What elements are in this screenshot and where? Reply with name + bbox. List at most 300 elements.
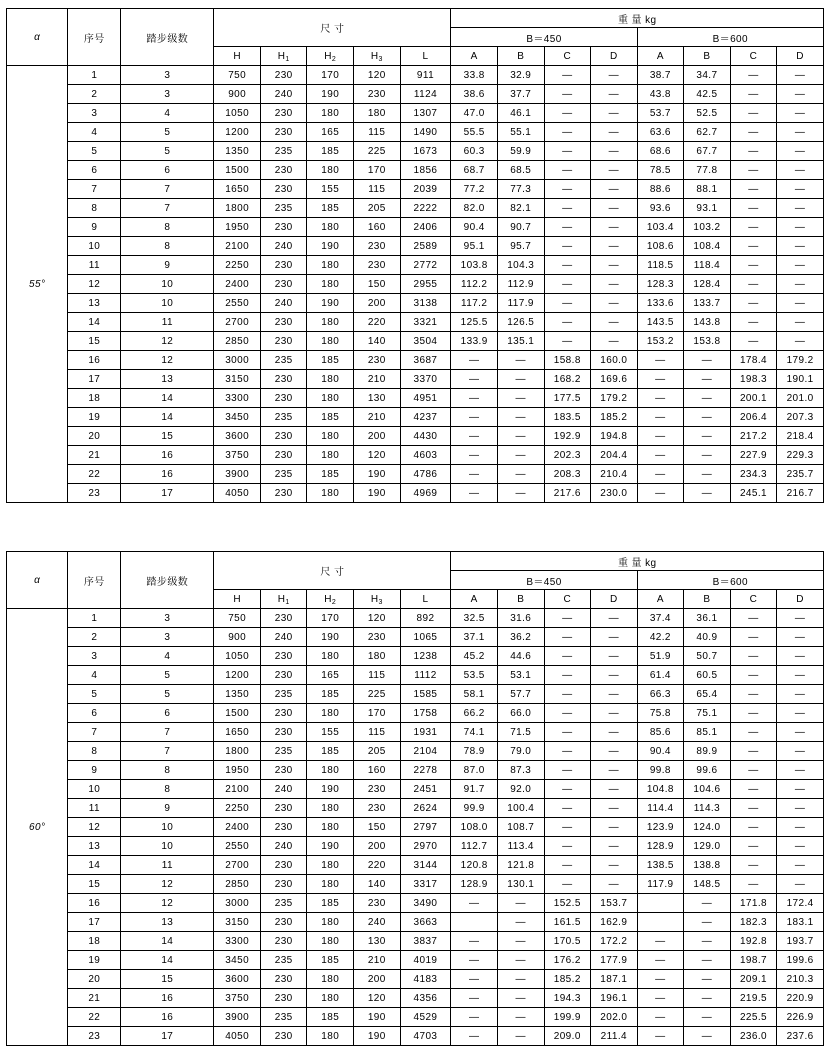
cell-seq: 16: [68, 351, 121, 370]
cell-a450: 125.5: [451, 313, 498, 332]
cell-d450: 160.0: [591, 351, 638, 370]
cell-b450: —: [497, 1027, 544, 1046]
cell-d450: —: [591, 104, 638, 123]
cell-h3: 205: [354, 199, 401, 218]
cell-a600: —: [637, 370, 684, 389]
cell-h3: 230: [354, 237, 401, 256]
cell-a450: 82.0: [451, 199, 498, 218]
cell-b600: —: [684, 932, 731, 951]
cell-h3: 160: [354, 218, 401, 237]
cell-d450: —: [591, 294, 638, 313]
cell-h: 3900: [214, 465, 261, 484]
cell-h1: 235: [260, 685, 307, 704]
cell-seq: 22: [68, 1008, 121, 1027]
cell-d450: —: [591, 723, 638, 742]
cell-d450: 211.4: [591, 1027, 638, 1046]
header-B-450: B: [497, 590, 544, 609]
cell-l: 3144: [400, 856, 451, 875]
cell-h3: 120: [354, 989, 401, 1008]
cell-h1: 235: [260, 742, 307, 761]
cell-b600: 50.7: [684, 647, 731, 666]
cell-l: 2970: [400, 837, 451, 856]
cell-h1: 230: [260, 666, 307, 685]
cell-b600: 99.6: [684, 761, 731, 780]
cell-h2: 185: [307, 351, 354, 370]
cell-h: 2400: [214, 818, 261, 837]
cell-c600: —: [730, 685, 777, 704]
cell-c600: —: [730, 628, 777, 647]
cell-c450: —: [544, 85, 591, 104]
cell-a600: 128.3: [637, 275, 684, 294]
cell-h: 1650: [214, 723, 261, 742]
cell-h1: 235: [260, 199, 307, 218]
cell-a450: —: [451, 1008, 498, 1027]
cell-d600: —: [777, 723, 824, 742]
cell-h: 1800: [214, 742, 261, 761]
cell-c450: 199.9: [544, 1008, 591, 1027]
cell-b600: —: [684, 951, 731, 970]
cell-h2: 190: [307, 837, 354, 856]
cell-d600: 210.3: [777, 970, 824, 989]
cell-steps: 5: [121, 666, 214, 685]
cell-b600: 108.4: [684, 237, 731, 256]
cell-h3: 190: [354, 465, 401, 484]
cell-b450: —: [497, 1008, 544, 1027]
cell-l: 1238: [400, 647, 451, 666]
cell-steps: 14: [121, 932, 214, 951]
cell-seq: 23: [68, 484, 121, 503]
cell-c450: —: [544, 799, 591, 818]
cell-d600: 172.4: [777, 894, 824, 913]
cell-h: 1350: [214, 685, 261, 704]
cell-c450: —: [544, 761, 591, 780]
header-H1: $H_1$: [260, 590, 307, 609]
cell-d450: —: [591, 818, 638, 837]
cell-a600: —: [637, 484, 684, 503]
cell-h2: 185: [307, 142, 354, 161]
cell-steps: 9: [121, 799, 214, 818]
cell-l: 4529: [400, 1008, 451, 1027]
header-D-450: D: [591, 590, 638, 609]
cell-h2: 190: [307, 237, 354, 256]
cell-h3: 230: [354, 256, 401, 275]
cell-d450: —: [591, 313, 638, 332]
cell-h1: 230: [260, 818, 307, 837]
cell-h2: 185: [307, 465, 354, 484]
cell-h: 2100: [214, 237, 261, 256]
cell-a450: 133.9: [451, 332, 498, 351]
cell-d600: —: [777, 218, 824, 237]
cell-d600: —: [777, 256, 824, 275]
cell-d600: 229.3: [777, 446, 824, 465]
cell-l: 4237: [400, 408, 451, 427]
cell-d600: —: [777, 142, 824, 161]
cell-steps: 14: [121, 389, 214, 408]
cell-h1: 230: [260, 389, 307, 408]
header-steps: 踏步级数: [121, 552, 214, 609]
cell-c600: —: [730, 780, 777, 799]
cell-c450: 185.2: [544, 970, 591, 989]
cell-a600: 117.9: [637, 875, 684, 894]
cell-d600: 193.7: [777, 932, 824, 951]
cell-l: 3490: [400, 894, 451, 913]
cell-steps: 4: [121, 647, 214, 666]
cell-b450: 36.2: [497, 628, 544, 647]
cell-h2: 180: [307, 761, 354, 780]
table-block-55: [6, 8, 824, 503]
cell-h3: 150: [354, 818, 401, 837]
cell-c450: —: [544, 332, 591, 351]
cell-steps: 8: [121, 237, 214, 256]
cell-seq: 15: [68, 875, 121, 894]
cell-seq: 4: [68, 666, 121, 685]
cell-seq: 23: [68, 1027, 121, 1046]
cell-a600: 143.5: [637, 313, 684, 332]
cell-d450: —: [591, 123, 638, 142]
cell-c450: 176.2: [544, 951, 591, 970]
cell-c450: 192.9: [544, 427, 591, 446]
cell-b600: 104.6: [684, 780, 731, 799]
cell-l: 2772: [400, 256, 451, 275]
cell-l: 1758: [400, 704, 451, 723]
cell-h: 1200: [214, 123, 261, 142]
cell-c600: 192.8: [730, 932, 777, 951]
cell-d450: —: [591, 161, 638, 180]
cell-h1: 230: [260, 913, 307, 932]
cell-h2: 155: [307, 723, 354, 742]
cell-b450: 90.7: [497, 218, 544, 237]
cell-c600: —: [730, 837, 777, 856]
cell-seq: 17: [68, 913, 121, 932]
cell-steps: 3: [121, 85, 214, 104]
cell-h1: 240: [260, 628, 307, 647]
table-row: [7, 951, 824, 970]
cell-b450: 92.0: [497, 780, 544, 799]
cell-l: 2278: [400, 761, 451, 780]
cell-steps: 10: [121, 294, 214, 313]
cell-steps: 10: [121, 275, 214, 294]
cell-a600: 88.6: [637, 180, 684, 199]
cell-a600: —: [637, 389, 684, 408]
cell-h2: 180: [307, 389, 354, 408]
cell-d600: —: [777, 237, 824, 256]
cell-steps: 7: [121, 199, 214, 218]
cell-a600: —: [637, 970, 684, 989]
cell-h1: 230: [260, 875, 307, 894]
cell-b600: 114.3: [684, 799, 731, 818]
cell-h2: 180: [307, 427, 354, 446]
cell-h: 3150: [214, 913, 261, 932]
cell-h1: 240: [260, 837, 307, 856]
cell-h2: 180: [307, 218, 354, 237]
cell-h2: 180: [307, 970, 354, 989]
header-seq: 序号: [68, 552, 121, 609]
cell-h1: 230: [260, 66, 307, 85]
cell-seq: 10: [68, 237, 121, 256]
header-row-group: [7, 552, 824, 571]
table-row: [7, 970, 824, 989]
cell-h: 1650: [214, 180, 261, 199]
cell-seq: 8: [68, 199, 121, 218]
header-A-450: A: [451, 590, 498, 609]
table-row: [7, 799, 824, 818]
cell-seq: 3: [68, 647, 121, 666]
cell-d600: 237.6: [777, 1027, 824, 1046]
cell-l: 1585: [400, 685, 451, 704]
cell-a450: —: [451, 389, 498, 408]
cell-b600: 67.7: [684, 142, 731, 161]
cell-d600: —: [777, 199, 824, 218]
cell-d600: —: [777, 628, 824, 647]
cell-c600: —: [730, 180, 777, 199]
cell-a450: [451, 913, 498, 932]
cell-a450: 128.9: [451, 875, 498, 894]
cell-d600: 207.3: [777, 408, 824, 427]
cell-c600: —: [730, 313, 777, 332]
cell-seq: 6: [68, 704, 121, 723]
cell-c450: 208.3: [544, 465, 591, 484]
cell-c600: —: [730, 818, 777, 837]
cell-h: 1050: [214, 104, 261, 123]
cell-c600: 225.5: [730, 1008, 777, 1027]
cell-h2: 185: [307, 199, 354, 218]
cell-b600: —: [684, 989, 731, 1008]
cell-l: 1490: [400, 123, 451, 142]
cell-d450: —: [591, 647, 638, 666]
cell-b450: 113.4: [497, 837, 544, 856]
cell-h1: 230: [260, 332, 307, 351]
cell-l: 3504: [400, 332, 451, 351]
cell-seq: 1: [68, 609, 121, 628]
cell-l: 3317: [400, 875, 451, 894]
cell-b450: —: [497, 408, 544, 427]
cell-b450: 55.1: [497, 123, 544, 142]
cell-h2: 180: [307, 313, 354, 332]
cell-h1: 230: [260, 161, 307, 180]
cell-h2: 180: [307, 275, 354, 294]
cell-b450: 104.3: [497, 256, 544, 275]
cell-b450: 37.7: [497, 85, 544, 104]
cell-d600: —: [777, 104, 824, 123]
cell-h3: 220: [354, 313, 401, 332]
cell-h1: 230: [260, 370, 307, 389]
cell-steps: 5: [121, 142, 214, 161]
table-row: [7, 123, 824, 142]
cell-d450: 177.9: [591, 951, 638, 970]
cell-a450: 37.1: [451, 628, 498, 647]
header-H3: $H_3$: [354, 590, 401, 609]
cell-a600: 66.3: [637, 685, 684, 704]
cell-d600: —: [777, 66, 824, 85]
cell-h3: 230: [354, 628, 401, 647]
cell-steps: 16: [121, 989, 214, 1008]
cell-c450: 177.5: [544, 389, 591, 408]
cell-l: 4430: [400, 427, 451, 446]
cell-h2: 180: [307, 932, 354, 951]
table-row: [7, 1008, 824, 1027]
cell-h1: 240: [260, 85, 307, 104]
cell-seq: 2: [68, 628, 121, 647]
cell-c450: —: [544, 856, 591, 875]
header-C-600: C: [730, 47, 777, 66]
cell-h1: 230: [260, 647, 307, 666]
cell-d450: —: [591, 237, 638, 256]
cell-a600: 153.2: [637, 332, 684, 351]
cell-a600: [637, 894, 684, 913]
cell-h1: 230: [260, 856, 307, 875]
cell-c600: —: [730, 294, 777, 313]
spec-table-60: [6, 551, 824, 1046]
cell-h: 2550: [214, 294, 261, 313]
cell-a450: —: [451, 484, 498, 503]
cell-c450: —: [544, 837, 591, 856]
header-C-450: C: [544, 590, 591, 609]
cell-b450: —: [497, 894, 544, 913]
cell-h3: 200: [354, 970, 401, 989]
cell-h: 3000: [214, 894, 261, 913]
cell-c450: 194.3: [544, 989, 591, 1008]
cell-steps: 12: [121, 351, 214, 370]
cell-b600: 60.5: [684, 666, 731, 685]
cell-a600: 53.7: [637, 104, 684, 123]
cell-a450: 117.2: [451, 294, 498, 313]
cell-a450: —: [451, 1027, 498, 1046]
cell-b450: 135.1: [497, 332, 544, 351]
cell-d450: —: [591, 704, 638, 723]
cell-b450: 59.9: [497, 142, 544, 161]
cell-h3: 180: [354, 104, 401, 123]
cell-a600: 90.4: [637, 742, 684, 761]
cell-a600: 43.8: [637, 85, 684, 104]
cell-d600: —: [777, 704, 824, 723]
header-B-450: B: [497, 47, 544, 66]
table-row: [7, 704, 824, 723]
cell-d600: 190.1: [777, 370, 824, 389]
cell-a450: 74.1: [451, 723, 498, 742]
cell-seq: 20: [68, 427, 121, 446]
cell-h3: 210: [354, 408, 401, 427]
cell-seq: 6: [68, 161, 121, 180]
header-dim-group: 尺 寸: [214, 552, 451, 590]
cell-h2: 165: [307, 666, 354, 685]
cell-h3: 150: [354, 275, 401, 294]
cell-h3: 200: [354, 427, 401, 446]
cell-steps: 15: [121, 970, 214, 989]
cell-seq: 19: [68, 408, 121, 427]
cell-h2: 185: [307, 685, 354, 704]
cell-a600: 68.6: [637, 142, 684, 161]
cell-seq: 18: [68, 932, 121, 951]
cell-h2: 180: [307, 161, 354, 180]
cell-b450: 126.5: [497, 313, 544, 332]
cell-h: 1050: [214, 647, 261, 666]
cell-b600: 65.4: [684, 685, 731, 704]
cell-steps: 7: [121, 180, 214, 199]
header-H1: $H_1$: [260, 47, 307, 66]
cell-c450: —: [544, 275, 591, 294]
cell-h1: 230: [260, 218, 307, 237]
cell-d600: 179.2: [777, 351, 824, 370]
cell-a600: 133.6: [637, 294, 684, 313]
table-row: [7, 389, 824, 408]
cell-c600: —: [730, 799, 777, 818]
cell-a600: 42.2: [637, 628, 684, 647]
cell-steps: 13: [121, 913, 214, 932]
cell-b450: 79.0: [497, 742, 544, 761]
cell-c600: —: [730, 742, 777, 761]
cell-b600: 42.5: [684, 85, 731, 104]
table-row: [7, 837, 824, 856]
header-B-600: B: [684, 47, 731, 66]
cell-b450: 77.3: [497, 180, 544, 199]
cell-d450: —: [591, 256, 638, 275]
cell-a600: 114.4: [637, 799, 684, 818]
cell-c450: 183.5: [544, 408, 591, 427]
cell-d450: —: [591, 609, 638, 628]
cell-h: 3900: [214, 1008, 261, 1027]
cell-h3: 230: [354, 351, 401, 370]
cell-h3: 190: [354, 1027, 401, 1046]
cell-b450: 68.5: [497, 161, 544, 180]
cell-h: 4050: [214, 484, 261, 503]
cell-h: 3600: [214, 427, 261, 446]
cell-b600: —: [684, 389, 731, 408]
cell-h3: 115: [354, 723, 401, 742]
cell-d600: —: [777, 294, 824, 313]
cell-h: 3450: [214, 408, 261, 427]
cell-l: 4356: [400, 989, 451, 1008]
cell-a600: —: [637, 951, 684, 970]
cell-a600: —: [637, 446, 684, 465]
cell-h3: 120: [354, 446, 401, 465]
header-D-600: D: [777, 47, 824, 66]
angle-cell: 60°: [7, 609, 68, 1046]
cell-h: 900: [214, 85, 261, 104]
cell-b600: 124.0: [684, 818, 731, 837]
cell-h1: 230: [260, 180, 307, 199]
cell-h: 3300: [214, 932, 261, 951]
cell-seq: 9: [68, 218, 121, 237]
cell-seq: 11: [68, 256, 121, 275]
table-row: [7, 237, 824, 256]
cell-b600: —: [684, 484, 731, 503]
cell-c450: 158.8: [544, 351, 591, 370]
cell-h2: 185: [307, 1008, 354, 1027]
cell-c450: —: [544, 180, 591, 199]
table-row: [7, 85, 824, 104]
cell-a450: —: [451, 446, 498, 465]
cell-seq: 22: [68, 465, 121, 484]
cell-d450: —: [591, 218, 638, 237]
cell-c600: —: [730, 142, 777, 161]
cell-d450: —: [591, 66, 638, 85]
cell-c600: —: [730, 66, 777, 85]
cell-b450: 31.6: [497, 609, 544, 628]
cell-l: 2955: [400, 275, 451, 294]
cell-steps: 14: [121, 408, 214, 427]
header-A-600: A: [637, 47, 684, 66]
table-row: [7, 275, 824, 294]
cell-h: 2400: [214, 275, 261, 294]
table-row: [7, 142, 824, 161]
cell-d450: —: [591, 837, 638, 856]
cell-a600: [637, 913, 684, 932]
cell-h: 3000: [214, 351, 261, 370]
cell-seq: 15: [68, 332, 121, 351]
cell-l: 1856: [400, 161, 451, 180]
cell-b600: —: [684, 370, 731, 389]
cell-d600: —: [777, 180, 824, 199]
